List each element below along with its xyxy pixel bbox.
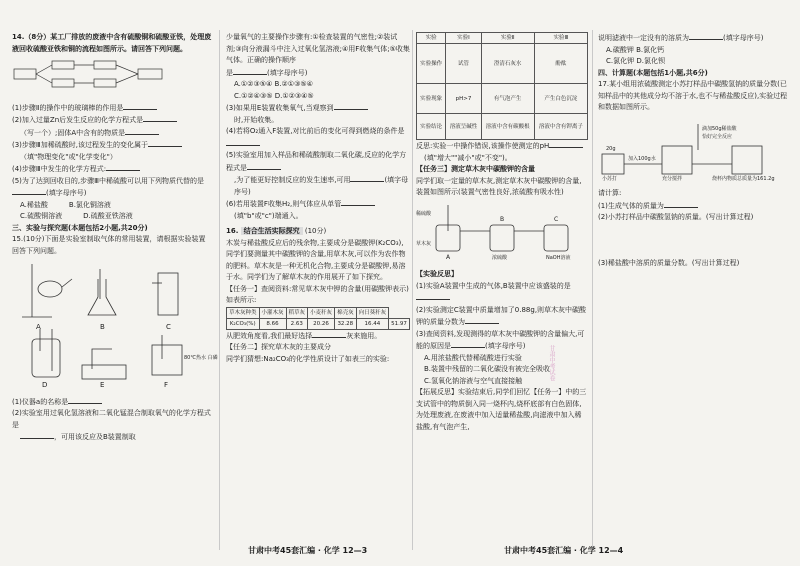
column-3: [416, 32, 588, 433]
fig-label-acid: 稀硫酸: [416, 210, 432, 217]
column-4: [598, 32, 790, 269]
q17-a2: (2)小苏打样品中碳酸氢钠的质量。(写出计算过程): [598, 213, 754, 221]
column-2: [226, 32, 410, 365]
col2-line-11: (6)若用装置F收集H₂,则气体应从单管: [226, 198, 410, 211]
fig-label-stir: 充分搅拌: [662, 175, 683, 182]
col2-line-9: ,为了能更好控制反应的发生速率,可用 (填字母序号): [234, 176, 409, 196]
fig-label-h2so4: 浓硫酸: [492, 254, 508, 261]
fig-label-add-acid: 滴加50g稀盐酸: [702, 125, 737, 132]
col2-line-7: (4)若将O₂通入F装置,对比前后的变化可得到燃烧的条件是: [226, 126, 410, 150]
footer-left: 甘肃中考45套汇编 · 化学 12—3: [248, 546, 368, 555]
fig-label-add-water: 加入100g水: [628, 155, 656, 162]
col2-line-0: 少量氧气的主要操作步骤有:①检查装置的气密性;②装试剂;③向分液漏斗中注入过氧化氢溶液;④用F收集气体;⑤收集气体。正确的操作顺序: [226, 33, 410, 64]
q16-after-table: 从肥效角度看,我们最好选择 灰来施用。: [226, 331, 382, 340]
col2-line-1: 是 (填字母序号): [226, 68, 308, 77]
task3-heading: 【任务三】测定草木灰中碳酸钾的含量: [416, 165, 535, 173]
q17-a1: (1)生成气体的质量为: [598, 200, 790, 213]
q16-task1: 【任务一】查阅资料:常见草木灰中钾的含量(用碳酸钾表示)如表所示:: [226, 284, 409, 304]
fig-label-ash: 草木灰: [416, 240, 432, 247]
q14-part1: (1)步骤Ⅱ的操作中的玻璃棒的作用是: [12, 102, 212, 115]
col2-line-3: A.①②③⑤④ B.②①③⑤④: [234, 80, 313, 88]
table-row: 实验结论 溶液呈碱性 溶液中含有碳酸根 溶液中含有钾离子: [417, 114, 588, 140]
table-header-row: 草木灰种类 小灌木灰 稻草灰 小麦秆灰 棉壳灰 向日葵秆灰: [227, 307, 410, 318]
q14-options-1: A.稀盐酸 B.氯化铜溶液: [20, 200, 111, 209]
q14-intro: 14.（8分）某工厂排放的废液中含有硫酸铜和硫酸亚铁，处理废液回收硫酸亚铁和铜的流程如图所示。请回答下列问题。: [12, 33, 212, 53]
reflect-q2: (2)实验测定C装置中质量增加了0.88g,则草木灰中碳酸钾的质量分数为: [416, 305, 587, 326]
q16-task2: 【任务二】探究草木灰的主要成分: [226, 343, 331, 351]
fig-label-naoh: NaOH溶液: [546, 254, 571, 261]
fig-label-c: C: [554, 215, 559, 223]
fig-f-text: 80℃热水 白磷: [184, 355, 218, 361]
column-divider: [592, 30, 593, 550]
reflect-heading: 【实验反思】: [416, 270, 458, 278]
fig-label-d: D: [42, 381, 48, 389]
q14-part3b: （填"物理变化"或"化学变化"）: [20, 152, 117, 161]
q15-part1: (1)仪器a的名称是: [12, 396, 212, 409]
q14-part2b: （写一个）;固体A中含有的物质是: [12, 127, 212, 140]
q14-flowchart: [12, 57, 212, 95]
q17-a3: (3)稀盐酸中溶质的质量分数。(写出计算过程): [598, 258, 740, 267]
column-divider: [219, 30, 220, 550]
q14-part2: (2)加入过量Zn后发生反应的化学方程式是: [12, 114, 212, 127]
table-row: K₂CO₃(%) 8.66 2.63 20.26 32.28 16.44 51.97: [227, 318, 410, 329]
q14-options-2: C.硫酸铜溶液 D.硫酸亚铁溶液: [20, 212, 133, 220]
table-header-row: 实验 实验Ⅰ 实验Ⅱ 实验Ⅲ: [417, 33, 588, 44]
task3-apparatus-figure: [416, 201, 588, 263]
fig-label-c: C: [166, 323, 171, 331]
reflect-option-b: B.装置中残留的二氧化碳没有被完全吸收: [424, 365, 551, 373]
reflect-q1: (1)实验A装置中生成的气体,B装置中应该盛装的是: [416, 281, 588, 305]
col4-line-0: 说明滤液中一定没有的溶质为 (填字母序号): [598, 34, 764, 42]
q17-ask: 请计算:: [598, 189, 622, 197]
fig-label-a: A: [446, 253, 451, 261]
q16-heading: 16. 结合生活实际探究 (10分): [226, 227, 327, 235]
col2-line-4: C.①②④③⑤ D.①②③④⑤: [234, 91, 314, 100]
col2-line-12: (填"b"或"c")端通入。: [234, 211, 303, 220]
col2-line-5: (3)如果用E装置收集氧气,当观察到: [226, 102, 410, 115]
extension-text: 【拓展反思】实验结束后,同学们回忆【任务一】中的三支试管中的物质倒入同一烧杯内,烧杯底部有白色固体,为处理废液,在废液中加入适量稀盐酸,向滤液中加入稀盐酸,有气泡产生,: [416, 388, 587, 431]
column-1: [12, 32, 218, 444]
reflect-q3: (3)查阅资料,发现测得的草木灰中碳酸钾的含量偏大,可能的原因是 (填字母序号): [416, 329, 585, 350]
page-divider: [412, 30, 413, 550]
fig-label-b: B: [100, 323, 105, 331]
q14-part4: (4)步骤Ⅲ中发生的化学方程式:: [12, 163, 212, 176]
fig-label-a: A: [36, 323, 41, 331]
table-row: 实验操作 试管 澄清石灰水 酚酞: [417, 44, 588, 84]
reflect-line: 反思:实验一中操作错误,该操作使测定的pH: [416, 140, 588, 153]
q16-task2b: 同学们猜想:Na₂CO₃的化学性质设计了如表三的实验:: [226, 354, 390, 363]
q15-intro: 15.(10分)下面是实验室制取气体的常用装置，请根据实验装置回答下列问题。: [12, 235, 206, 255]
q14-part3: (3)步骤Ⅲ加稀硫酸时,该过程发生的变化属于: [12, 139, 212, 152]
reflect-option-c: C.氢氧化钠溶液与空气直接接触: [424, 376, 523, 385]
footer-right: 甘肃中考45套汇编 · 化学 12—4: [504, 546, 624, 555]
col4-line-2: A.碳酸钾 B.氯化钙: [606, 45, 665, 54]
q16-text: 木炭与稀盐酸反应后的残余物,主要成分是碳酸钾(K₂CO₃),同学们要测量其中碳酸钾的含量,用草木灰,可以作为农作物的肥料。草木灰是一种无机化合物,主要成分是碳酸钾,易溶于水。同学们为了解草木灰的作用展开了如下探究。: [226, 238, 406, 281]
section-3-heading: 三、实验与探究题(本题包括2小题,共20分): [12, 223, 148, 232]
ash-potassium-table: [226, 307, 410, 330]
col2-line-8: (5)实验室用加入样品和稀硫酸制取二氧化碳,反应的化学方程式是: [226, 151, 407, 172]
section-4-heading: 四、计算题(本题包括1小题,共6分): [598, 68, 708, 77]
fig-label-20g: 20g: [606, 145, 616, 152]
q15-part2: (2)实验室用过氧化氢溶液和二氧化锰混合制取氧气的化学方程式是: [12, 409, 211, 429]
col2-line-6: 时,开始收集。: [234, 115, 279, 124]
reflect-option-a: A.用浓盐酸代替稀硫酸进行实验: [424, 353, 522, 362]
q17-process-figure: [598, 116, 790, 182]
q14-part5: (5)为了达到回收目的,步骤Ⅲ中稀硫酸可以用下列物质代替的是(填字母序号): [12, 176, 204, 197]
watermark-stamp: 甘肃中考试卷: [548, 345, 555, 381]
fig-label-e: E: [100, 381, 105, 389]
fig-label-complete: 恰好完全反应: [702, 133, 733, 140]
reflect-line-b: (填"增大""减小"或"不变")。: [424, 153, 512, 162]
col4-line-3: C.氯化钾 D.氯化钡: [606, 57, 665, 65]
q15-part2b: ，可用该反应及B装置制取: [12, 431, 212, 444]
fig-label-b: B: [500, 215, 505, 223]
fig-label-baking-soda: 小苏打: [602, 175, 618, 182]
fig-label-total-mass: 烧杯内物质总质量为161.2g: [712, 175, 775, 182]
task3-text: 同学们取一定量的草木灰,测定草木灰中碳酸钾的含量,装置如图所示(装置气密性良好,浓硫酸有吸水性): [416, 176, 582, 196]
experiment-table: [416, 32, 588, 140]
table-row: 实验现象 pH>7 有气泡产生 产生白色沉淀: [417, 84, 588, 114]
fig-label-f: F: [164, 381, 169, 389]
q17-text: 17.某小组用浓硫酸测定小苏打样品中碳酸氢钠的质量分数(已知样品中的其他成分均不溶于水,也不与稀盐酸反应),实验过程和数据如图所示。: [598, 80, 788, 111]
q15-apparatus-figure: [12, 259, 218, 389]
